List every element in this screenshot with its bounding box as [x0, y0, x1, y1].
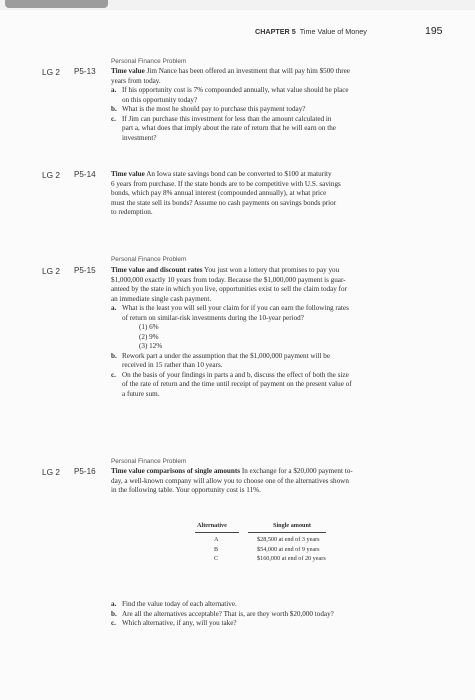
table-cell: $28,500 at end of 3 years	[257, 536, 320, 543]
question-b: b. What is the most he should pay to purchase this payment today?	[111, 105, 306, 113]
page-number: 195	[425, 25, 443, 37]
table-header	[193, 522, 443, 532]
table-cell: C	[214, 555, 219, 563]
learning-goal-label: LG 2	[42, 170, 60, 180]
problem-number: P5-13	[74, 67, 96, 76]
problem-statement-line: to redemption.	[111, 208, 153, 216]
problem-statement: Time value Jim Nance has been offered an investment that will pay him $500 three	[111, 67, 350, 75]
header-rule	[248, 532, 326, 533]
table-cell: $160,000 at end of 20 years	[257, 555, 326, 563]
learning-goal-label: LG 2	[42, 67, 60, 77]
personal-finance-tag: Personal Finance Problem	[111, 256, 187, 263]
question-c: c. Which alternative, if any, will you take?	[111, 619, 237, 627]
table-cell: $54,000 at end of 9 years	[257, 545, 320, 553]
problem-statement-line: years from today.	[111, 76, 161, 85]
table-row	[193, 555, 443, 565]
table-cell: A	[214, 536, 219, 543]
personal-finance-tag: Personal Finance Problem	[111, 58, 187, 65]
rate-option: (1) 6%	[139, 323, 159, 331]
question-c: c. If Jim can purchase this investment for less than the amount calculated in part a, what does that imply about the rate of return that he will earn on the investment?	[111, 114, 336, 142]
problem-number: P5-14	[74, 170, 96, 179]
problem-statement-line: $1,000,000 exactly 10 years from today. Because the $1,000,000 payment is guar-	[111, 275, 346, 284]
question-a: a. What is the least you will sell your claim for if you can earn the following rates of return on similar-risk investments during the 10-year period? (1) 6% (2) 9% (3) 12%	[111, 304, 443, 352]
problem-statement-line: 6 years from purchase. If the state bonds are to be competitive with U.S. savings	[111, 179, 341, 188]
problem-p5-16-questions	[111, 600, 443, 629]
problem-statement-line: must the state sell its bonds? Assume no cash payments on savings bonds prior	[111, 198, 337, 207]
problem-p5-16	[111, 467, 443, 496]
problem-statement-line: day, a well-known company will allow you to choose one of the alternatives shown	[111, 476, 349, 485]
problem-number: P5-16	[74, 467, 96, 476]
rate-option: (2) 9%	[139, 332, 159, 341]
table-row	[193, 536, 443, 546]
problem-statement: Time value An Iowa state savings bond can be converted to $100 at maturity	[111, 170, 332, 178]
table-cell: B	[214, 545, 219, 553]
question-c: c. On the basis of your findings in parts a and b, discuss the effect of both the size of the rate of return and the time until receipt of payment on the present value of a future sum.	[111, 370, 352, 398]
question-a: a. Find the value today of each alternative.	[111, 600, 237, 608]
question-a: a. If his opportunity cost is 7% compounded annually, what value should he place on this opportunity today?	[111, 86, 349, 104]
alternatives-table	[193, 522, 443, 565]
drag-handle[interactable]	[5, 0, 108, 8]
question-b: b. Rework part a under the assumption that the $1,000,000 payment will be received in 15 rather than 10 years.	[111, 351, 331, 369]
personal-finance-tag: Personal Finance Problem	[111, 458, 187, 465]
running-header	[0, 25, 475, 39]
table-row	[193, 546, 443, 556]
problem-statement: Time value comparisons of single amounts In exchange for a $20,000 payment to-	[111, 467, 353, 475]
column-header-alternative: Alternative	[197, 522, 227, 529]
problem-statement-line: in the following table. Your opportunity cost is 11%.	[111, 486, 261, 494]
problem-statement-line: anteed by the state in which you live, opportunities exist to sell the claim today for	[111, 285, 347, 293]
viewer-top-bar	[0, 0, 475, 10]
problem-p5-13	[111, 67, 443, 143]
learning-goal-label: LG 2	[42, 266, 60, 276]
column-header-single-amount: Single amount	[273, 522, 311, 529]
learning-goal-label: LG 2	[42, 467, 60, 477]
problem-number: P5-15	[74, 266, 96, 275]
problem-statement-line: an immediate single cash payment.	[111, 294, 212, 303]
question-b: b. Are all the alternatives acceptable? That is, are they worth $20,000 today?	[111, 609, 334, 618]
problem-statement: Time value and discount rates You just won a lottery that promises to pay you	[111, 266, 340, 274]
chapter-label: CHAPTER 5 Time Value of Money	[255, 27, 367, 36]
problem-statement-line: bonds, which pay 8% annual interest (compounded annually), at what price	[111, 189, 327, 197]
header-rule	[195, 532, 239, 533]
problem-p5-14	[111, 170, 443, 218]
problem-p5-15	[111, 266, 443, 399]
rate-option: (3) 12%	[139, 342, 163, 350]
